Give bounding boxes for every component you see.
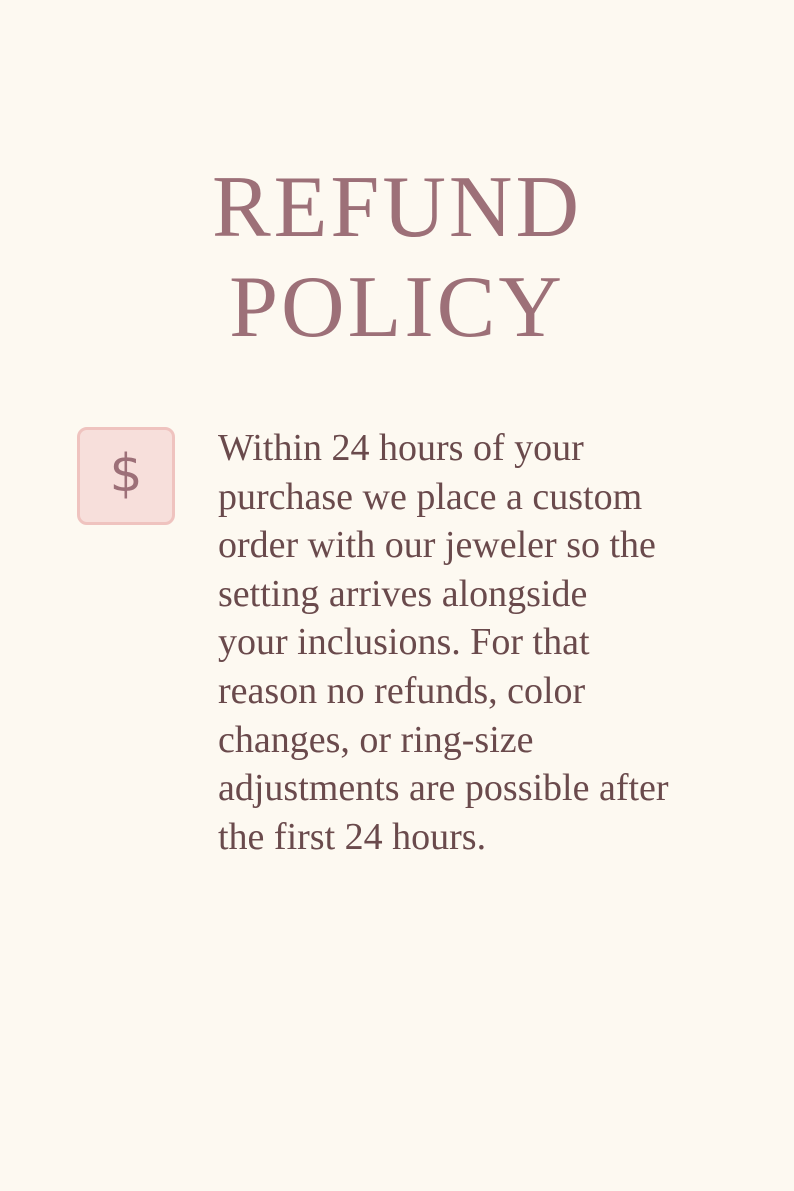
title-line-1: REFUND — [211, 159, 583, 256]
policy-line: the first 24 hours. — [218, 815, 487, 858]
page-title — [0, 158, 794, 358]
policy-line: Within 24 hours of your — [218, 427, 584, 469]
dollar-icon: $ — [109, 444, 143, 504]
policy-line: adjustments are possible after — [218, 767, 669, 810]
policy-line: changes, or ring-size — [218, 718, 534, 761]
title-line-2: POLICY — [229, 259, 565, 356]
policy-line: order with our jeweler so the — [218, 524, 656, 567]
policy-line: reason no refunds, color — [218, 669, 586, 712]
policy-line: purchase we place a custom — [218, 475, 643, 518]
dollar-icon-box — [77, 427, 175, 525]
refund-policy-text — [218, 424, 728, 861]
policy-line: setting arrives alongside — [218, 572, 588, 615]
policy-line: your inclusions. For that — [218, 621, 590, 664]
